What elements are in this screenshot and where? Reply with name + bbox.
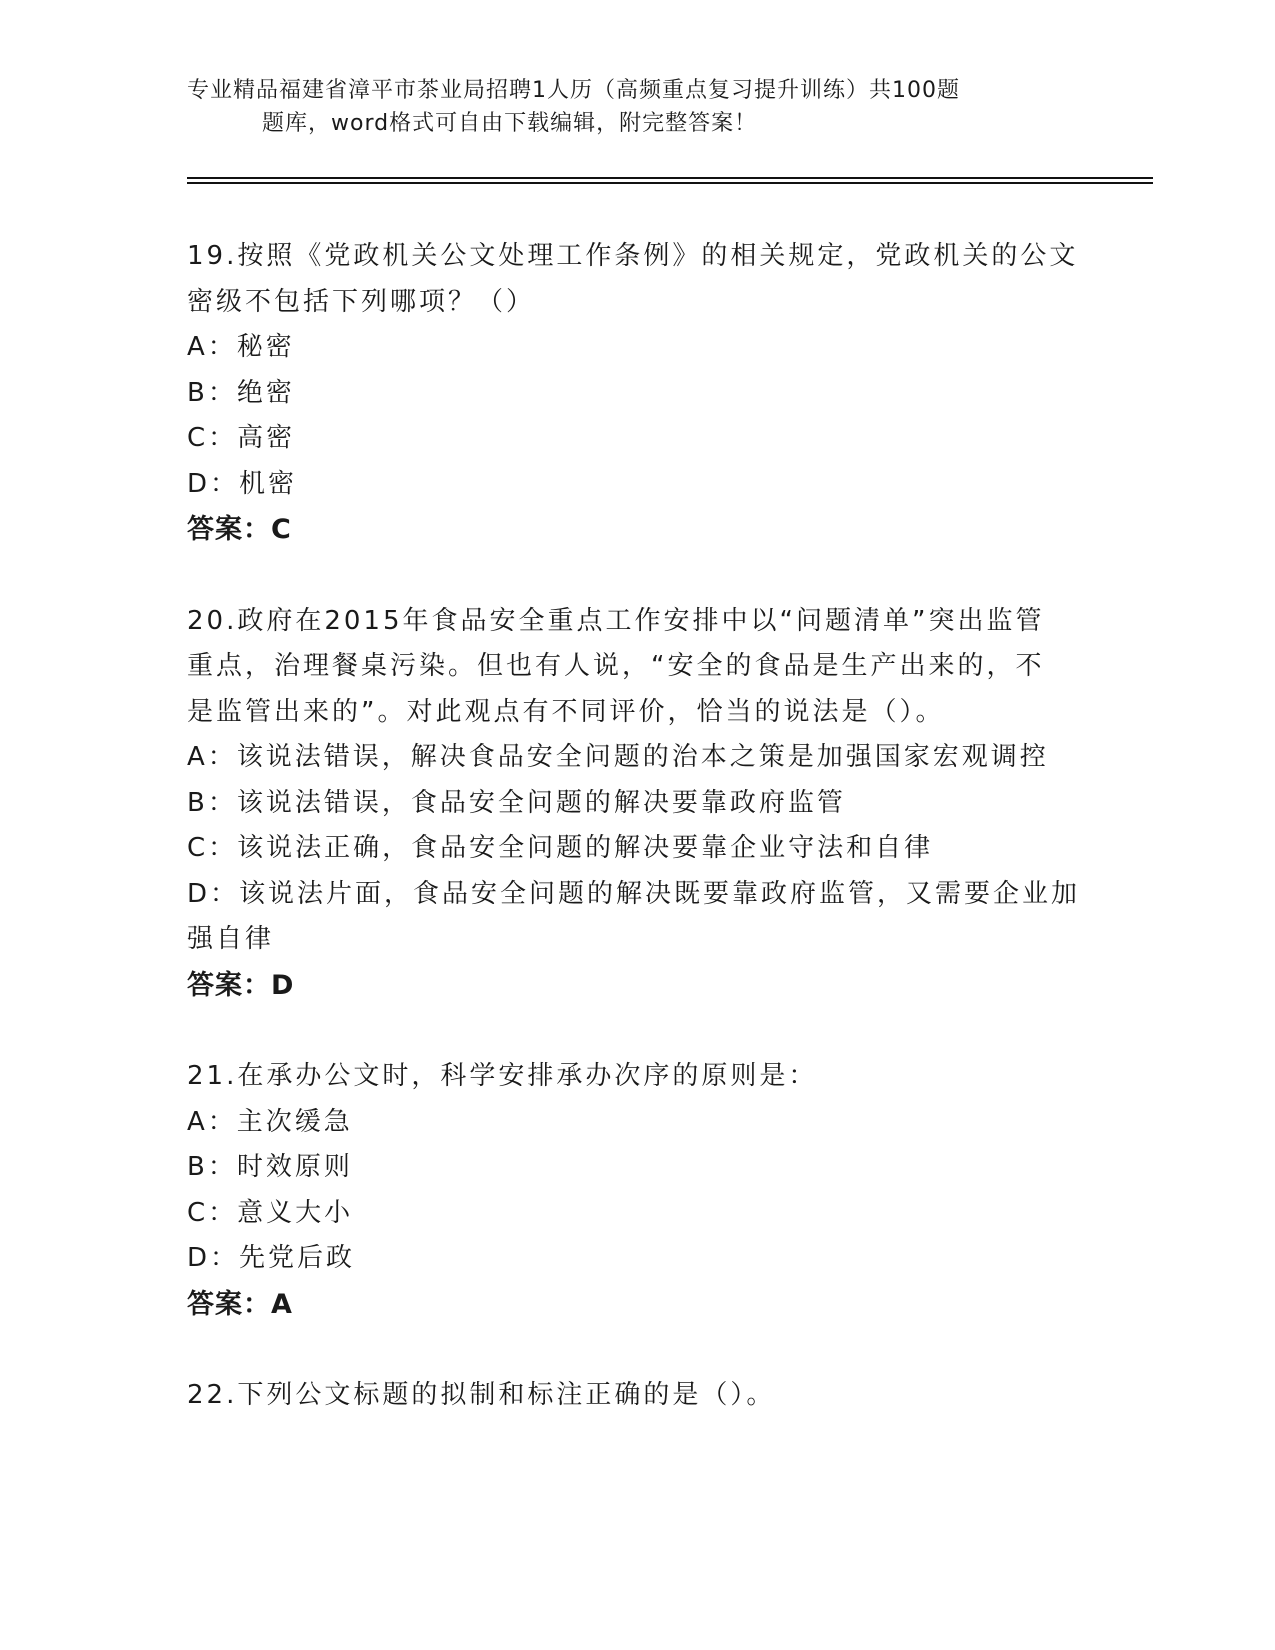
question-text-line: 重点，治理餐桌污染。但也有人说，“安全的食品是生产出来的，不: [187, 651, 1045, 681]
option-d-continued: 强自律: [187, 924, 275, 954]
question-text-line: 密级不包括下列哪项？（）: [187, 286, 536, 317]
option-a: A：该说法错误，解决食品安全问题的治本之策是加强国家宏观调控: [187, 742, 1049, 772]
question-text-line: 22.下列公文标题的拟制和标注正确的是（）。: [187, 1380, 776, 1410]
option-b: B：时效原则: [187, 1152, 353, 1182]
header-line-1: 专业精品福建省漳平市茶业局招聘1人历（高频重点复习提升训练）共100题: [187, 78, 960, 103]
header-line-2: 题库，word格式可自由下载编辑，附完整答案！: [262, 111, 758, 136]
option-d: D：该说法片面，食品安全问题的解决既要靠政府监管，又需要企业加: [187, 878, 1081, 909]
question-text-line: 是监管出来的”。对此观点有不同评价，恰当的说法是（）。: [187, 696, 945, 727]
option-b: B：该说法错误，食品安全问题的解决要靠政府监管: [187, 787, 846, 818]
answer-line: 答案：A: [187, 1288, 293, 1320]
document-header: [187, 74, 1067, 140]
question-22: [187, 1373, 1087, 1419]
question-text-line: 21.在承办公文时，科学安排承办次序的原则是：: [187, 1061, 818, 1091]
option-a: A：秘密: [187, 332, 295, 362]
question-text-line: 20.政府在2015年食品安全重点工作安排中以“问题清单”突出监管: [187, 605, 1045, 636]
question-19: [187, 234, 1087, 553]
option-c: C：意义大小: [187, 1197, 354, 1228]
question-20: [187, 599, 1087, 1009]
option-c: C：该说法正确，食品安全问题的解决要靠企业守法和自律: [187, 833, 934, 863]
option-d: D：先党后政: [187, 1243, 356, 1273]
option-a: A：主次缓急: [187, 1106, 353, 1137]
option-b: B：绝密: [187, 377, 295, 408]
answer-line: 答案：D: [187, 969, 295, 1001]
header-divider-top: [187, 177, 1153, 179]
option-d: D：机密: [187, 468, 298, 499]
question-text-line: 19.按照《党政机关公文处理工作条例》的相关规定，党政机关的公文: [187, 241, 1079, 271]
answer-line: 答案：C: [187, 514, 292, 545]
header-divider-bottom: [187, 182, 1153, 184]
question-21: [187, 1054, 1087, 1327]
option-c: C：高密: [187, 423, 296, 453]
question-list: [187, 234, 1087, 1465]
